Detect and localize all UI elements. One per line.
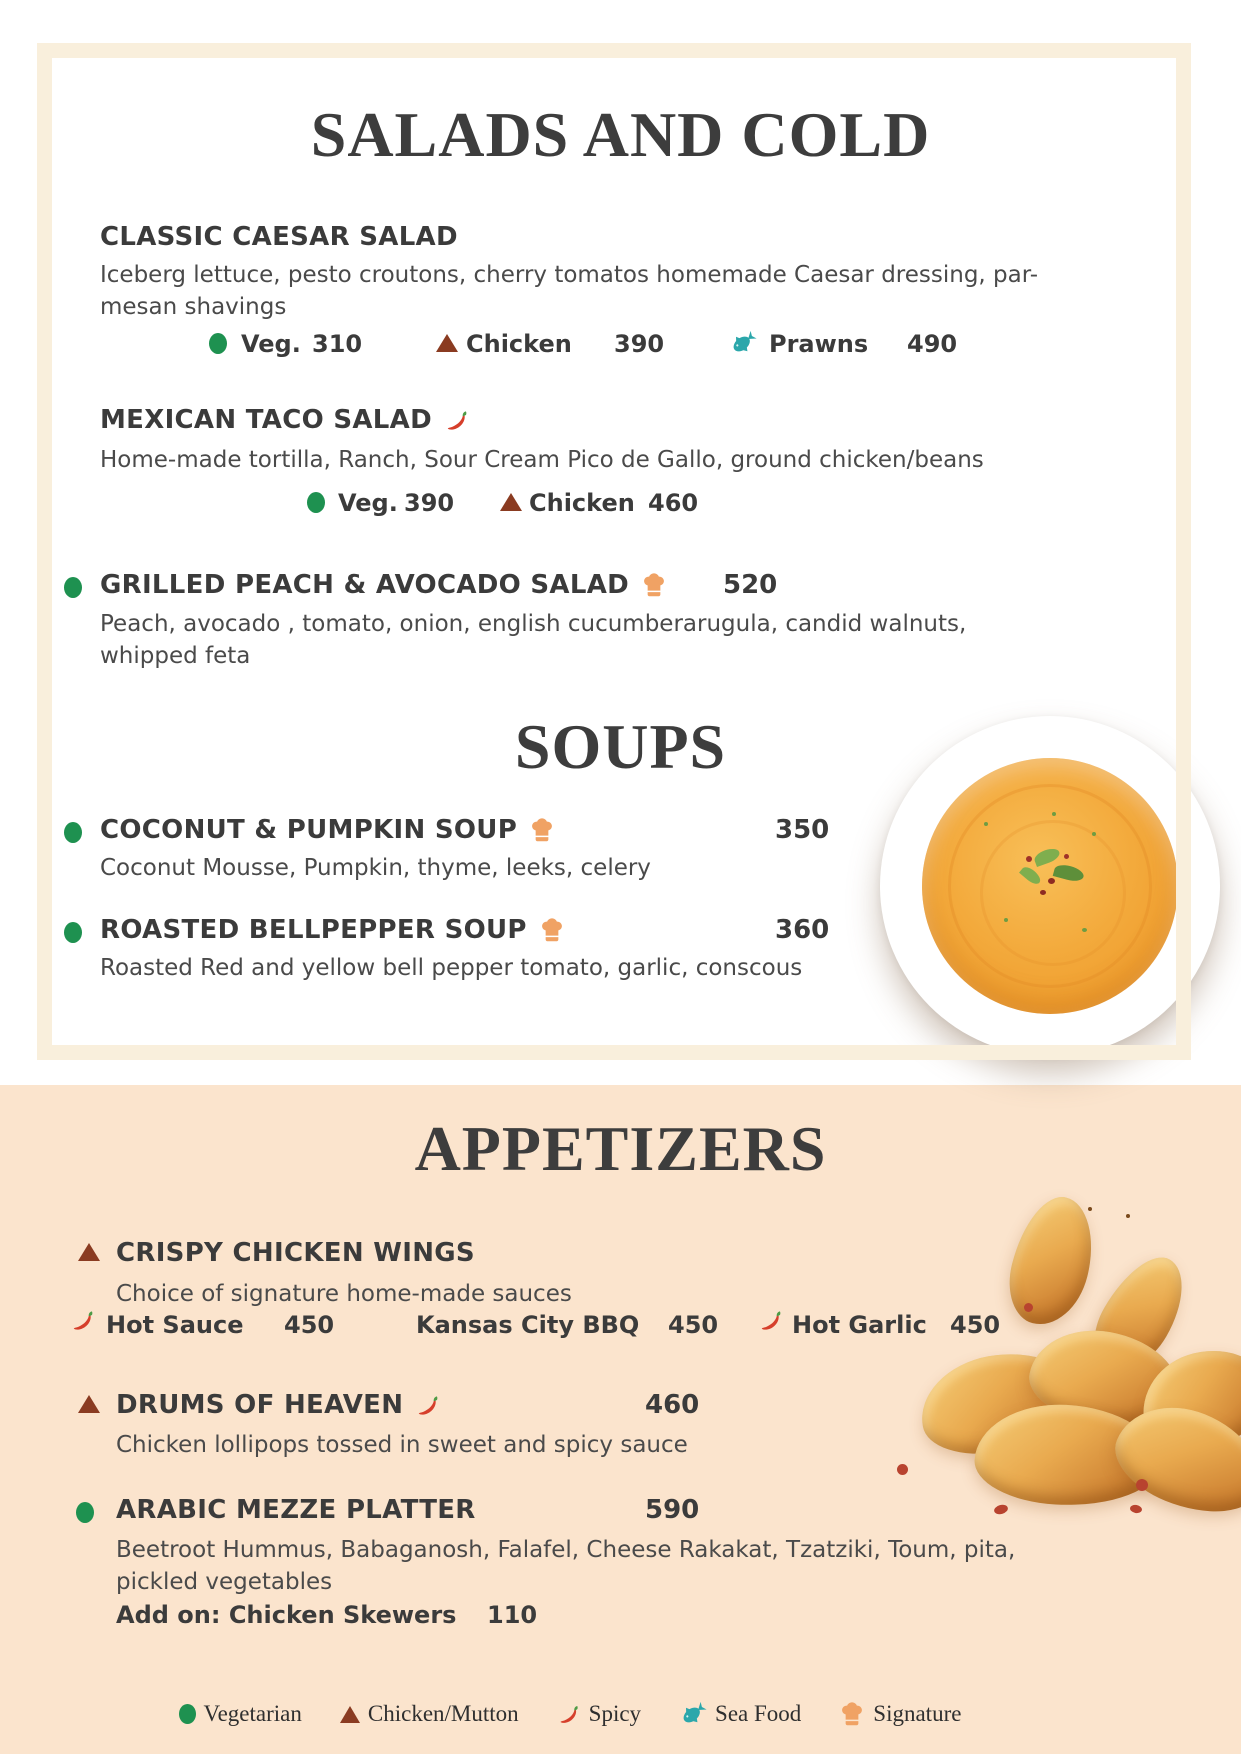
variant-price: 390: [614, 330, 665, 358]
item-description-line: whipped feta: [100, 643, 251, 669]
addon-price: 110: [487, 1601, 538, 1629]
variant-label: Hot Sauce: [106, 1311, 244, 1339]
item-name: CLASSIC CAESAR SALAD: [100, 222, 458, 252]
variant-label: Kansas City BBQ: [416, 1311, 640, 1339]
variant-price: 490: [907, 330, 958, 358]
variant-price: 460: [648, 489, 699, 517]
legend-label: Chicken/Mutton: [367, 1701, 519, 1726]
item-description-line: pickled vegetables: [116, 1569, 333, 1595]
seafood-icon: [679, 1702, 707, 1726]
herb-speck: [1082, 928, 1087, 932]
chili-flake: [1064, 854, 1069, 859]
legend-item-vegetarian: [179, 1701, 302, 1727]
item-name: COCONUT & PUMPKIN SOUP: [100, 815, 518, 845]
vegetarian-icon: [209, 333, 227, 354]
variant-label: Veg.: [338, 489, 398, 517]
spicy-icon: [557, 1702, 581, 1726]
chicken-mutton-icon: [436, 334, 458, 352]
legend-item-seafood: [679, 1701, 801, 1727]
variant-price: 390: [404, 489, 455, 517]
item-name: ROASTED BELLPEPPER SOUP: [100, 915, 527, 945]
signature-icon: [839, 1700, 865, 1728]
signature-icon: [529, 816, 555, 844]
herb-speck: [984, 822, 988, 826]
vegetarian-icon: [64, 822, 82, 843]
legend-label: Vegetarian: [203, 1701, 302, 1726]
signature-icon: [539, 916, 565, 944]
chicken-mutton-icon: [78, 1243, 100, 1261]
item-description-line: Iceberg lettuce, pesto croutons, cherry tomatos homemade Caesar dressing, par-: [100, 262, 1039, 288]
legend: [0, 1700, 1140, 1728]
section-title-soups: SOUPS: [514, 711, 727, 782]
chili-flake: [1048, 878, 1055, 884]
section-title-salads-and-cold: SALADS AND COLD: [310, 99, 931, 170]
chicken-mutton-icon: [340, 1706, 360, 1723]
item-mexican-taco-salad: [100, 405, 470, 435]
vegetarian-icon: [76, 1502, 94, 1523]
item-crispy-chicken-wings: [116, 1238, 475, 1268]
item-price: 590: [645, 1495, 700, 1525]
chili-flake: [1040, 890, 1046, 895]
legend-label: Sea Food: [715, 1701, 802, 1726]
legend-item-signature: [839, 1700, 961, 1728]
chili-flake: [1026, 856, 1032, 862]
chicken-mutton-icon: [78, 1395, 100, 1413]
item-description-line: Choice of signature home-made sauces: [116, 1281, 572, 1307]
variant-label: Chicken: [529, 489, 635, 517]
pepper-speck: [1126, 1214, 1130, 1218]
variant-price: 450: [284, 1311, 335, 1339]
item-name: ARABIC MEZZE PLATTER: [116, 1495, 476, 1525]
item-description-line: Home-made tortilla, Ranch, Sour Cream Pico de Gallo, ground chicken/beans: [100, 447, 984, 473]
item-name: CRISPY CHICKEN WINGS: [116, 1238, 475, 1268]
herb-speck: [1052, 812, 1056, 816]
sauce-drop: [1136, 1479, 1148, 1491]
variant-label: Veg.: [241, 330, 301, 358]
vegetarian-icon: [179, 1704, 196, 1724]
legend-label: Signature: [873, 1701, 962, 1726]
herb-speck: [1092, 832, 1096, 836]
legend-label: Spicy: [588, 1701, 642, 1726]
vegetarian-icon: [64, 922, 82, 943]
chicken-mutton-icon: [500, 493, 522, 511]
item-name: GRILLED PEACH & AVOCADO SALAD: [100, 570, 630, 600]
legend-item-chicken-mutton: [340, 1701, 519, 1727]
soup-swirl: [980, 820, 1126, 966]
seafood-icon: [729, 331, 757, 355]
item-name: MEXICAN TACO SALAD: [100, 405, 432, 435]
item-grilled-peach-avocado-salad: [100, 570, 667, 600]
vegetarian-icon: [64, 577, 82, 598]
item-description-line: Coconut Mousse, Pumpkin, thyme, leeks, celery: [100, 855, 651, 881]
variant-price: 450: [950, 1311, 1001, 1339]
soup-surface: [922, 758, 1178, 1014]
spicy-icon: [758, 1307, 784, 1333]
item-price: 460: [645, 1390, 700, 1420]
legend-item-spicy: [557, 1701, 641, 1727]
item-description-line: Chicken lollipops tossed in sweet and spicy sauce: [116, 1432, 688, 1458]
variant-label: Hot Garlic: [792, 1311, 927, 1339]
spicy-icon: [444, 407, 470, 433]
item-name: DRUMS OF HEAVEN: [116, 1390, 404, 1420]
item-roasted-bellpepper-soup: [100, 915, 565, 945]
sauce-drop: [1024, 1303, 1033, 1312]
item-classic-caesar-salad: [100, 222, 458, 252]
item-drums-of-heaven: [116, 1390, 441, 1420]
item-price: 360: [775, 915, 830, 945]
variant-label: Chicken: [466, 330, 572, 358]
vegetarian-icon: [307, 492, 325, 513]
addon-label: Add on: Chicken Skewers: [116, 1601, 457, 1629]
variant-price: 310: [312, 330, 363, 358]
item-description-line: Roasted Red and yellow bell pepper tomato, garlic, conscous: [100, 955, 803, 981]
signature-icon: [641, 571, 667, 599]
item-description-line: mesan shavings: [100, 294, 287, 320]
herb-speck: [1004, 918, 1008, 922]
pepper-speck: [1088, 1207, 1092, 1211]
item-price: 520: [723, 570, 778, 600]
variant-label: Prawns: [769, 330, 869, 358]
variant-price: 450: [668, 1311, 719, 1339]
sauce-drop: [897, 1464, 908, 1475]
spicy-icon: [415, 1392, 441, 1418]
section-title-appetizers: APPETIZERS: [414, 1113, 827, 1184]
item-coconut-pumpkin-soup: [100, 815, 555, 845]
item-arabic-mezze-platter: [116, 1495, 476, 1525]
item-description-line: Peach, avocado , tomato, onion, english cucumberarugula, candid walnuts,: [100, 611, 967, 637]
spicy-icon: [70, 1307, 96, 1333]
item-description-line: Beetroot Hummus, Babaganosh, Falafel, Cheese Rakakat, Tzatziki, Toum, pita,: [116, 1537, 1016, 1563]
item-price: 350: [775, 815, 830, 845]
